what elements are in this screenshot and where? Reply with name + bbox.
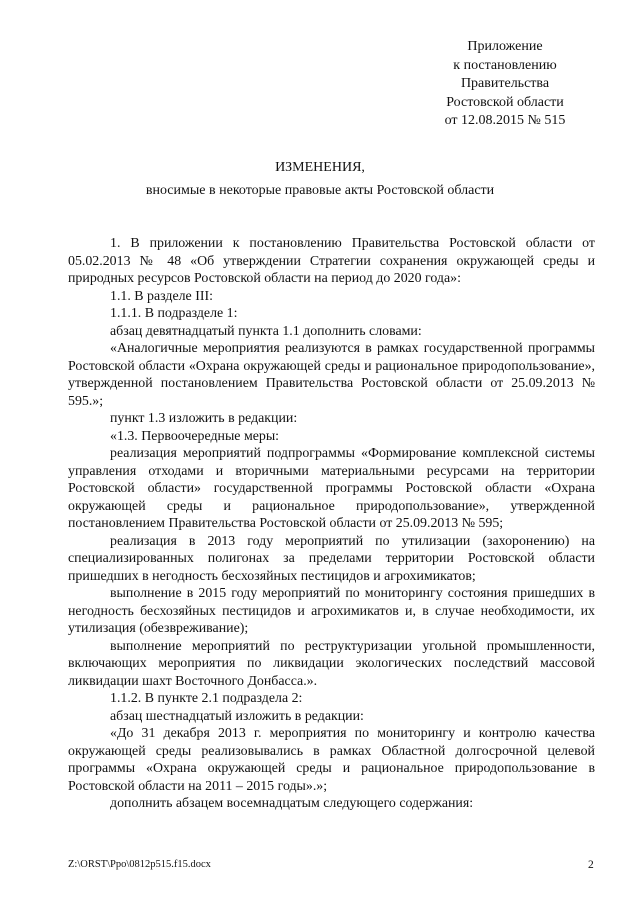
- paragraph: «До 31 декабря 2013 г. мероприятия по мониторингу и контролю качества окружающей среды реализовывались в рамках Областной долгосрочной целевой программы «Охрана окружающей среды и рациональное природопользование в Ростовской области на 2011 – 2015 годы».»;: [68, 726, 595, 794]
- paragraph: реализация в 2013 году мероприятий по утилизации (захоронению) на специализированных полигонах за пределами территории Ростовской области пришедших в негодность бесхозяйных пестицидов и агрохимикатов;: [68, 533, 595, 584]
- attachment-line: Приложение: [467, 39, 543, 54]
- attachment-line: Ростовской области: [446, 94, 564, 110]
- document-title: ИЗМЕНЕНИЯ,: [275, 160, 365, 175]
- paragraph: «Аналогичные мероприятия реализуются в рамках государственной программы Ростовской области «Охрана окружающей среды и рациональное природопользование», утвержденной постановлением Правительства Ростовской области от 25.09.2013 № 595.»;: [68, 341, 595, 409]
- attachment-line: от 12.08.2015 № 515: [444, 113, 566, 129]
- paragraph: абзац шестнадцатый изложить в редакции:: [110, 708, 364, 724]
- paragraph: пункт 1.3 изложить в редакции:: [110, 411, 298, 426]
- paragraph: «1.3. Первоочередные меры:: [110, 428, 280, 444]
- attachment-line: Правительства: [460, 76, 550, 92]
- paragraph: дополнить абзацем восемнадцатым следующего содержания:: [110, 796, 474, 811]
- paragraph: 1. В приложении к постановлению Правительства Ростовской области от 05.02.2013 № 48 «Об утверждении Стратегии сохранения окружающей среды и природных ресурсов Ростовской области на период до 2020 года»:: [68, 236, 595, 286]
- paragraph: 1.1. В разделе III:: [110, 288, 213, 304]
- attachment-header: [420, 38, 590, 131]
- paragraph: выполнение мероприятий по реструктуризации угольной промышленности, включающих мероприятия по ликвидации экологических последствий массовой ликвидации шахт Восточного Донбасса.».: [68, 638, 595, 689]
- footer-file-path: Z:\ORST\Ppo\0812p515.f15.docx: [68, 859, 211, 870]
- document-body: [68, 235, 595, 813]
- paragraph: 1.1.1. В подразделе 1:: [110, 306, 238, 321]
- paragraph: реализация мероприятий подпрограммы «Формирование комплексной системы управления отходами и вторичными материальными ресурсами на территории Ростовской области» государственной программы Ростовской области «Охрана окружающей среды и рациональное природопользование», утвержденной постановлением Правительства Ростовской области от 25.09.2013 № 595;: [68, 446, 595, 531]
- paragraph: абзац девятнадцатый пункта 1.1 дополнить словами:: [110, 323, 422, 339]
- paragraph: 1.1.2. В пункте 2.1 подраздела 2:: [110, 691, 303, 706]
- attachment-line: к постановлению: [453, 57, 557, 73]
- document-subtitle: вносимые в некоторые правовые акты Ростовской области: [145, 183, 495, 198]
- paragraph: выполнение в 2015 году мероприятий по мониторингу состояния пришедших в негодность бесхозяйных пестицидов и агрохимикатов и, в случае необходимости, их утилизация (обезвреживание);: [68, 586, 595, 636]
- page-number: 2: [588, 859, 594, 871]
